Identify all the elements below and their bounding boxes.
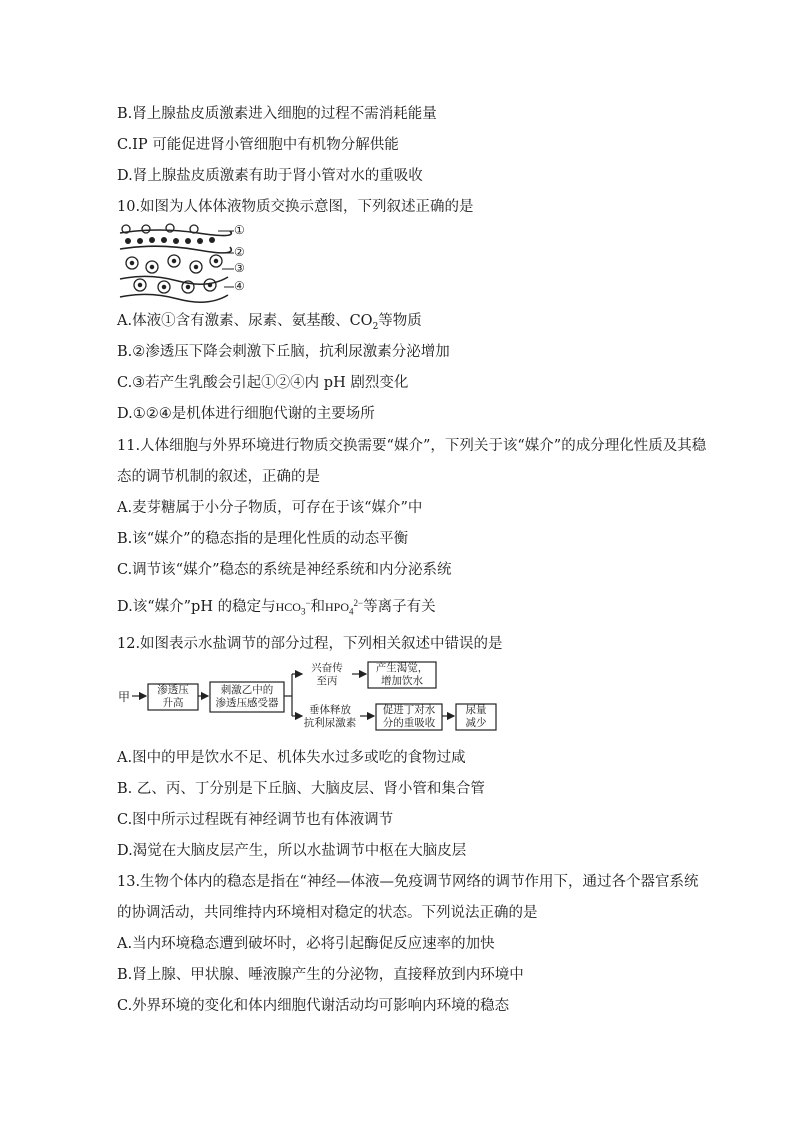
q11-option-d: D.该“媒介”pH 的稳定与$HCO_3^-$和$HPO_4^{2-}$等离子有关 xyxy=(117,598,436,617)
flow-box-reabsorption: 促进丁对水 分的重吸收 xyxy=(382,704,436,729)
q10-option-a: A.体液①含有激素、尿素、氨基酸、$CO_2$等物质 xyxy=(117,313,422,332)
q10-body-fluid-figure xyxy=(118,223,258,303)
q10-option-d: D.①②④是机体进行细胞代谢的主要场所 xyxy=(117,406,375,422)
q11-option-c: C.调节该“媒介”稳态的系统是神经系统和内分泌系统 xyxy=(117,562,452,578)
q12-stem: 12.如图表示水盐调节的部分过程，下列相关叙述中错误的是 xyxy=(117,636,503,652)
q11-stem-line2: 态的调节机制的叙述，正确的是 xyxy=(117,469,320,485)
q10-option-c: C.③若产生乳酸会引起①②④内 pH 剧烈变化 xyxy=(117,375,409,391)
q10-option-b: B.②渗透压下降会刺激下丘脑，抗利尿激素分泌增加 xyxy=(117,344,450,360)
figure-label-1: ① xyxy=(234,223,245,237)
flow-excitation-to-bing: 兴奋传 至丙 xyxy=(311,662,343,687)
q13-stem-line2: 的协调活动，共同维持内环境相对稳定的状态。下列说法正确的是 xyxy=(117,905,538,921)
q13-option-a: A.当内环境稳态遭到破坏时，必将引起酶促反应速率的加快 xyxy=(117,936,495,952)
q12-water-salt-flow-figure xyxy=(118,660,498,732)
q13-stem-line1: 13.生物个体内的稳态是指在“神经—体液—免疫调节网络的调节作用下，通过各个器官系统 xyxy=(117,874,699,890)
q9-option-d: D.肾上腺盐皮质激素有助于肾小管对水的重吸收 xyxy=(117,168,423,184)
q11-option-a: A.麦芽糖属于小分子物质，可存在于该“媒介”中 xyxy=(117,500,423,516)
q9-option-b: B.肾上腺盐皮质激素进入细胞的过程不需消耗能量 xyxy=(117,106,437,122)
q13-option-b: B.肾上腺、甲状腺、唾液腺产生的分泌物，直接释放到内环境中 xyxy=(117,967,524,983)
figure-label-2: ② xyxy=(234,245,245,259)
figure-label-3: ③ xyxy=(234,261,245,275)
flow-box-thirst: 产生渴觉， 增加饮水 xyxy=(375,662,429,687)
flow-box-osmotic-rise: 渗透压 升高 xyxy=(157,684,189,709)
q13-option-c: C.外界环境的变化和体内细胞代谢活动均可影响内环境的稳态 xyxy=(117,998,510,1014)
q12-option-a: A.图中的甲是饮水不足、机体失水过多或吃的食物过咸 xyxy=(117,750,466,766)
figure-label-4: ④ xyxy=(234,279,245,293)
q9-option-c: C.IP 可能促进肾小管细胞中有机物分解供能 xyxy=(117,137,399,153)
flow-jia: 甲 xyxy=(118,690,131,704)
q12-option-d: D.渴觉在大脑皮层产生，所以水盐调节中枢在大脑皮层 xyxy=(117,843,467,859)
flow-box-stimulate-receptor: 刺激乙中的 渗透压感受器 xyxy=(215,684,279,709)
q11-stem-line1: 11.人体细胞与外界环境进行物质交换需要“媒介”，下列关于该“媒介”的成分理化性质及其稳 xyxy=(117,438,707,454)
flow-pituitary-adh: 垂体释放 抗利尿激素 xyxy=(303,704,357,729)
flow-box-urine-decrease: 尿量 减少 xyxy=(465,704,487,729)
q12-option-b: B. 乙、丙、丁分别是下丘脑、大脑皮层、肾小管和集合管 xyxy=(117,781,485,797)
q12-option-c: C.图中所示过程既有神经调节也有体液调节 xyxy=(117,812,394,828)
q10-stem: 10.如图为人体体液物质交换示意图，下列叙述正确的是 xyxy=(117,199,474,215)
q11-option-b: B.该“媒介”的稳态指的是理化性质的动态平衡 xyxy=(117,531,409,547)
